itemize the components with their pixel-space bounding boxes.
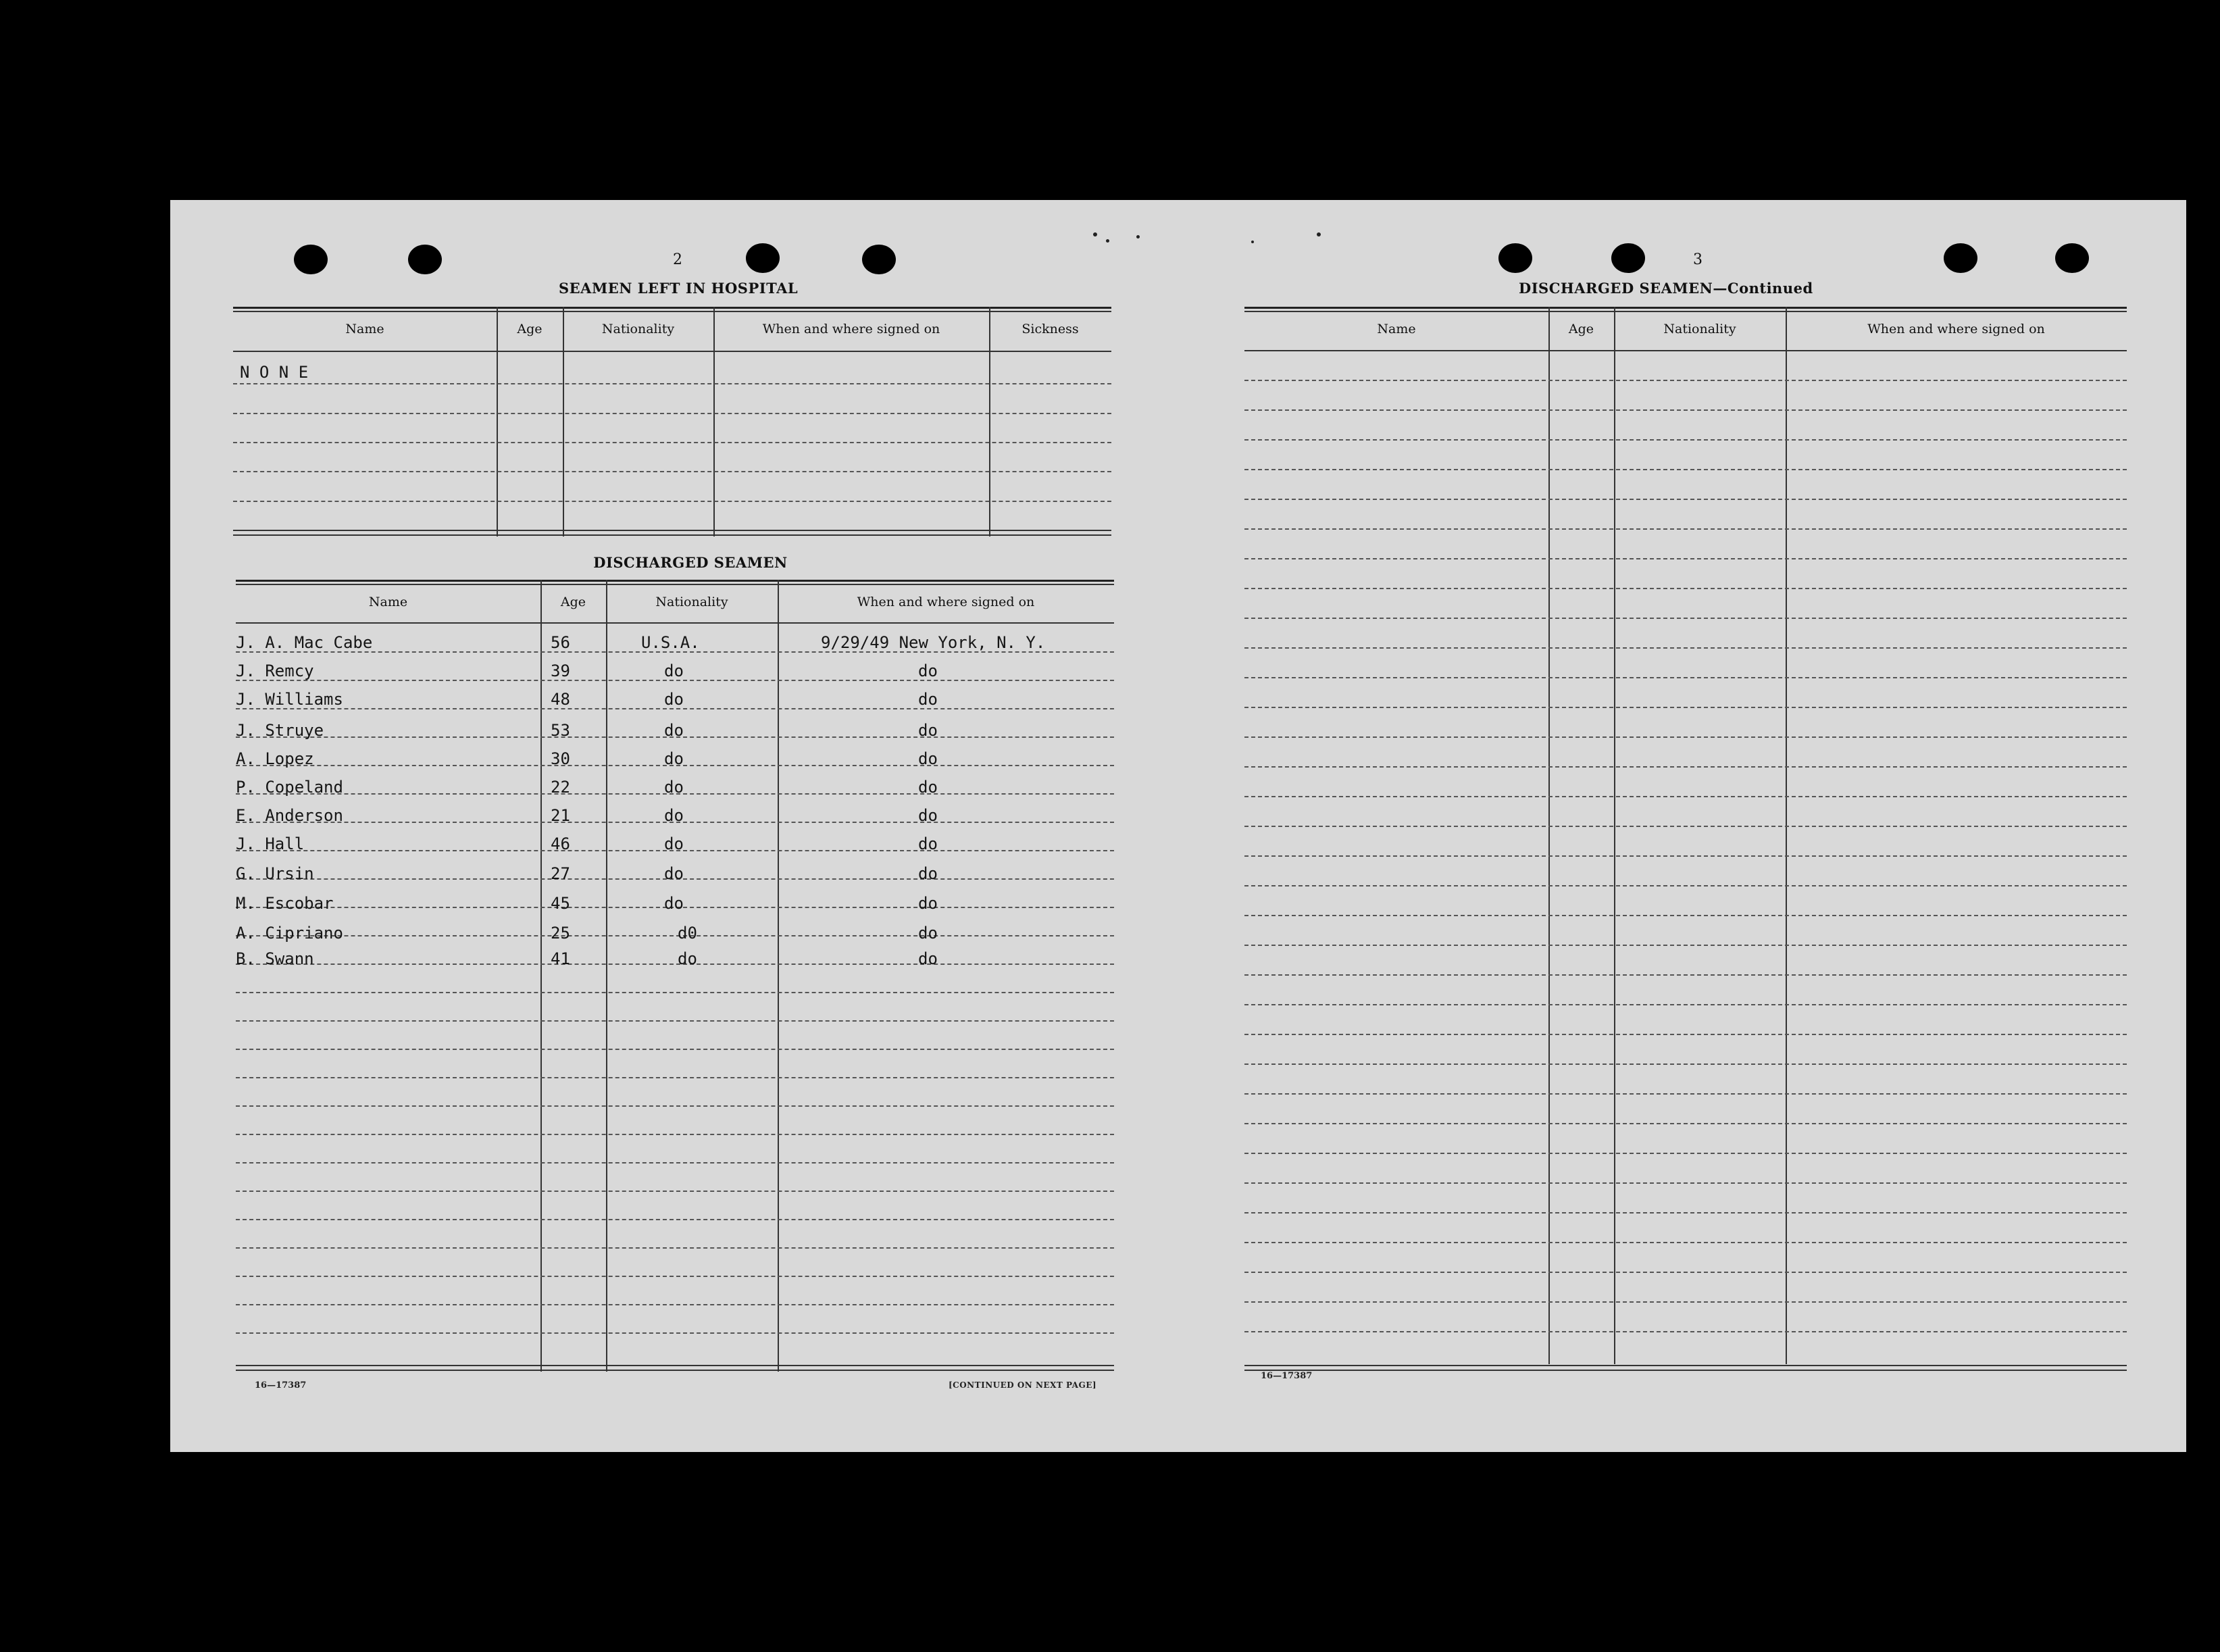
seaman-name: J. Remcy — [236, 661, 314, 680]
seaman-nationality: d0 — [678, 924, 697, 943]
seaman-name: P. Copeland — [236, 778, 343, 797]
seaman-nationality: do — [664, 894, 684, 913]
seaman-signed-on: 9/29/49 New York, N. Y. — [821, 633, 1046, 652]
speck — [1251, 241, 1254, 243]
discharged-table — [236, 580, 1114, 1372]
speck — [1136, 235, 1140, 239]
left-form-code: 16—17387 — [255, 1380, 307, 1391]
seaman-name: E. Anderson — [236, 806, 343, 825]
continued-header-age: Age — [1568, 322, 1594, 336]
discharged-continued-suffix: —Continued — [1713, 280, 1813, 297]
seaman-name: J. A. Mac Cabe — [236, 633, 373, 652]
speck — [1317, 232, 1321, 236]
seaman-nationality: U.S.A. — [641, 633, 700, 652]
punch-hole — [1944, 243, 1977, 273]
seaman-nationality: do — [664, 834, 684, 853]
seaman-age: 30 — [551, 749, 570, 768]
discharged-header-nationality: Nationality — [655, 595, 728, 609]
right-page-number: 3 — [1693, 251, 1702, 268]
seaman-signed-on: do — [918, 721, 938, 740]
seaman-age: 48 — [551, 690, 570, 709]
seaman-nationality: do — [664, 864, 684, 883]
manifest-sheet — [170, 200, 2186, 1452]
seaman-age: 21 — [551, 806, 570, 825]
seaman-age: 41 — [551, 949, 570, 968]
seaman-name: A. Cipriano — [236, 924, 343, 943]
punch-hole — [1498, 243, 1532, 273]
discharged-continued-title — [1519, 280, 1813, 297]
seaman-age: 25 — [551, 924, 570, 943]
seaman-nationality: do — [664, 778, 684, 797]
punch-hole — [408, 245, 442, 274]
hospital-header-sickness: Sickness — [1021, 322, 1079, 336]
seaman-nationality: do — [678, 949, 697, 968]
speck — [1106, 239, 1109, 243]
seaman-signed-on: do — [918, 924, 938, 943]
punch-hole — [1611, 243, 1645, 273]
seaman-signed-on: do — [918, 864, 938, 883]
seaman-age: 27 — [551, 864, 570, 883]
seaman-signed-on: do — [918, 661, 938, 680]
seaman-signed-on: do — [918, 806, 938, 825]
seaman-nationality: do — [664, 690, 684, 709]
hospital-header-name: Name — [345, 322, 384, 336]
seaman-signed-on: do — [918, 749, 938, 768]
seaman-name: G. Ursin — [236, 864, 314, 883]
continued-header-name: Name — [1377, 322, 1416, 336]
discharged-header-age: Age — [560, 595, 586, 609]
continued-header-signed-on: When and where signed on — [1867, 322, 2045, 336]
seaman-signed-on: do — [918, 894, 938, 913]
discharged-continued-main: DISCHARGED SEAMEN — [1519, 280, 1713, 297]
punch-hole — [746, 243, 780, 273]
seaman-age: 53 — [551, 721, 570, 740]
hospital-section-title: SEAMEN LEFT IN HOSPITAL — [559, 280, 799, 297]
seaman-nationality: do — [664, 721, 684, 740]
punch-hole — [2055, 243, 2089, 273]
seaman-nationality: do — [664, 661, 684, 680]
speck — [1093, 232, 1097, 236]
seaman-age: 56 — [551, 633, 570, 652]
hospital-header-age: Age — [517, 322, 543, 336]
seaman-age: 45 — [551, 894, 570, 913]
hospital-header-nationality: Nationality — [601, 322, 675, 336]
continued-header-nationality: Nationality — [1663, 322, 1736, 336]
seaman-name: J. Struye — [236, 721, 324, 740]
hospital-entry-none: N O N E — [240, 363, 309, 382]
discharged-continued-table — [1244, 307, 2127, 1372]
seaman-signed-on: do — [918, 949, 938, 968]
seaman-nationality: do — [664, 749, 684, 768]
seaman-age: 39 — [551, 661, 570, 680]
discharged-header-signed-on: When and where signed on — [857, 595, 1035, 609]
left-page-number: 2 — [673, 251, 682, 268]
seaman-age: 46 — [551, 834, 570, 853]
punch-hole — [862, 245, 896, 274]
hospital-table — [233, 307, 1111, 536]
seaman-signed-on: do — [918, 778, 938, 797]
seaman-signed-on: do — [918, 690, 938, 709]
right-form-code: 16—17387 — [1261, 1371, 1313, 1381]
seaman-name: A. Lopez — [236, 749, 314, 768]
seaman-age: 22 — [551, 778, 570, 797]
hospital-header-signed-on: When and where signed on — [762, 322, 940, 336]
seaman-name: J. Hall — [236, 834, 305, 853]
punch-hole — [294, 245, 328, 274]
seaman-name: M. Escobar — [236, 894, 334, 913]
discharged-header-name: Name — [368, 595, 408, 609]
seaman-signed-on: do — [918, 834, 938, 853]
seaman-name: B. Swann — [236, 949, 314, 968]
seaman-name: J. Williams — [236, 690, 343, 709]
continued-note: [CONTINUED ON NEXT PAGE] — [949, 1380, 1097, 1390]
seaman-nationality: do — [664, 806, 684, 825]
discharged-section-title: DISCHARGED SEAMEN — [593, 554, 788, 571]
